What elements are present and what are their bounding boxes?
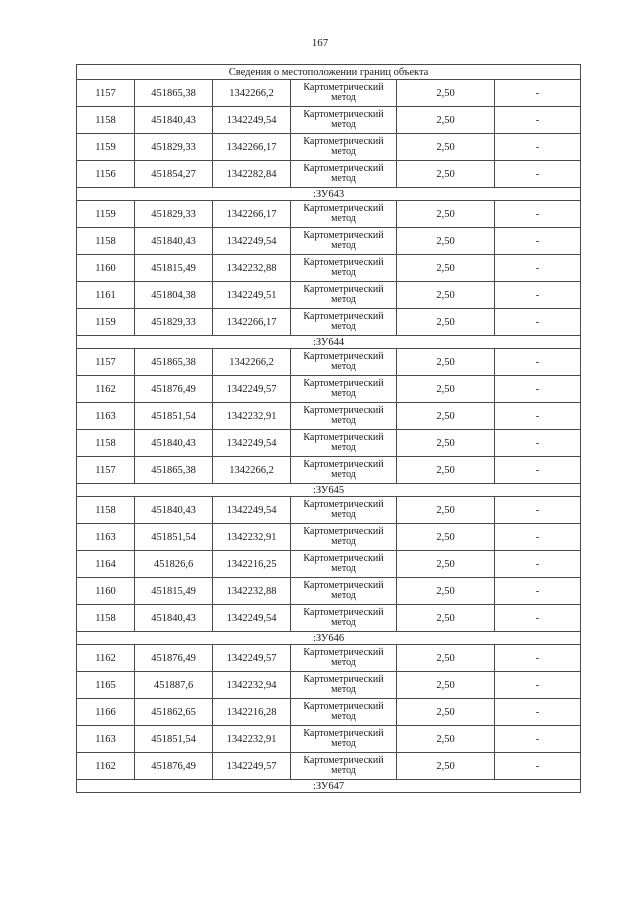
section-label: :ЗУ645 — [77, 484, 581, 497]
method-cell — [291, 228, 397, 255]
description-cell: - — [495, 255, 581, 282]
method-line-2: метод — [331, 267, 356, 278]
y-coordinate-cell: 1342232,91 — [213, 524, 291, 551]
description-cell: - — [495, 80, 581, 107]
section-label-row — [77, 780, 581, 793]
table-title: Сведения о местоположении границ объекта — [77, 65, 581, 80]
description-cell: - — [495, 282, 581, 309]
accuracy-cell: 2,50 — [397, 524, 495, 551]
method-cell — [291, 349, 397, 376]
accuracy-cell: 2,50 — [397, 457, 495, 484]
description-cell: - — [495, 524, 581, 551]
method-line-2: метод — [331, 146, 356, 157]
x-coordinate-cell: 451826,6 — [135, 551, 213, 578]
description-cell: - — [495, 645, 581, 672]
x-coordinate-cell: 451887,6 — [135, 672, 213, 699]
method-line-1: Картометрический — [303, 378, 384, 389]
description-cell: - — [495, 376, 581, 403]
point-number-cell: 1166 — [77, 699, 135, 726]
method-line-1: Картометрический — [303, 580, 384, 591]
method-line-1: Картометрический — [303, 432, 384, 443]
method-line-1: Картометрический — [303, 647, 384, 658]
method-line-1: Картометрический — [303, 701, 384, 712]
accuracy-cell: 2,50 — [397, 497, 495, 524]
method-line-1: Картометрический — [303, 82, 384, 93]
description-cell: - — [495, 605, 581, 632]
description-cell: - — [495, 430, 581, 457]
method-line-2: метод — [331, 442, 356, 453]
method-cell — [291, 80, 397, 107]
accuracy-cell: 2,50 — [397, 726, 495, 753]
point-number-cell: 1163 — [77, 403, 135, 430]
table-row — [77, 201, 581, 228]
method-line-1: Картометрический — [303, 284, 384, 295]
accuracy-cell: 2,50 — [397, 551, 495, 578]
method-line-2: метод — [331, 92, 356, 103]
x-coordinate-cell: 451829,33 — [135, 309, 213, 336]
method-line-1: Картометрический — [303, 203, 384, 214]
point-number-cell: 1158 — [77, 605, 135, 632]
x-coordinate-cell: 451829,33 — [135, 201, 213, 228]
point-number-cell: 1156 — [77, 161, 135, 188]
x-coordinate-cell: 451876,49 — [135, 753, 213, 780]
accuracy-cell: 2,50 — [397, 107, 495, 134]
accuracy-cell: 2,50 — [397, 134, 495, 161]
table-row — [77, 376, 581, 403]
table-row — [77, 403, 581, 430]
accuracy-cell: 2,50 — [397, 309, 495, 336]
method-line-1: Картометрический — [303, 755, 384, 766]
method-line-1: Картометрический — [303, 257, 384, 268]
description-cell: - — [495, 309, 581, 336]
point-number-cell: 1157 — [77, 80, 135, 107]
x-coordinate-cell: 451865,38 — [135, 457, 213, 484]
method-line-2: метод — [331, 590, 356, 601]
boundary-table — [76, 64, 581, 793]
accuracy-cell: 2,50 — [397, 699, 495, 726]
section-label: :ЗУ646 — [77, 632, 581, 645]
y-coordinate-cell: 1342232,91 — [213, 726, 291, 753]
method-line-1: Картометрический — [303, 311, 384, 322]
method-line-2: метод — [331, 213, 356, 224]
x-coordinate-cell: 451840,43 — [135, 228, 213, 255]
table-row — [77, 309, 581, 336]
method-line-1: Картометрический — [303, 109, 384, 120]
section-label-row — [77, 336, 581, 349]
description-cell: - — [495, 403, 581, 430]
x-coordinate-cell: 451865,38 — [135, 80, 213, 107]
method-cell — [291, 551, 397, 578]
x-coordinate-cell: 451876,49 — [135, 645, 213, 672]
accuracy-cell: 2,50 — [397, 605, 495, 632]
method-line-2: метод — [331, 657, 356, 668]
y-coordinate-cell: 1342249,57 — [213, 753, 291, 780]
method-cell — [291, 753, 397, 780]
method-line-2: метод — [331, 684, 356, 695]
method-line-1: Картометрический — [303, 728, 384, 739]
table-row — [77, 497, 581, 524]
point-number-cell: 1159 — [77, 201, 135, 228]
table-row — [77, 80, 581, 107]
description-cell: - — [495, 201, 581, 228]
section-label-row — [77, 632, 581, 645]
method-line-2: метод — [331, 321, 356, 332]
method-line-2: метод — [331, 294, 356, 305]
x-coordinate-cell: 451804,38 — [135, 282, 213, 309]
description-cell: - — [495, 134, 581, 161]
point-number-cell: 1163 — [77, 524, 135, 551]
y-coordinate-cell: 1342266,2 — [213, 349, 291, 376]
method-cell — [291, 578, 397, 605]
y-coordinate-cell: 1342266,17 — [213, 309, 291, 336]
description-cell: - — [495, 699, 581, 726]
point-number-cell: 1158 — [77, 430, 135, 457]
method-line-1: Картометрический — [303, 351, 384, 362]
x-coordinate-cell: 451840,43 — [135, 107, 213, 134]
description-cell: - — [495, 457, 581, 484]
y-coordinate-cell: 1342249,54 — [213, 430, 291, 457]
method-line-2: метод — [331, 711, 356, 722]
method-cell — [291, 403, 397, 430]
method-line-1: Картометрический — [303, 136, 384, 147]
page-number: 167 — [311, 37, 329, 49]
y-coordinate-cell: 1342249,54 — [213, 605, 291, 632]
description-cell: - — [495, 107, 581, 134]
method-cell — [291, 497, 397, 524]
table-row — [77, 524, 581, 551]
y-coordinate-cell: 1342249,54 — [213, 497, 291, 524]
method-line-2: метод — [331, 469, 356, 480]
table-row — [77, 107, 581, 134]
table-row — [77, 349, 581, 376]
method-line-2: метод — [331, 563, 356, 574]
method-line-2: метод — [331, 738, 356, 749]
table-title-row — [77, 65, 581, 80]
method-line-1: Картометрический — [303, 459, 384, 470]
point-number-cell: 1160 — [77, 255, 135, 282]
y-coordinate-cell: 1342266,2 — [213, 457, 291, 484]
section-label-row — [77, 484, 581, 497]
description-cell: - — [495, 551, 581, 578]
table-row — [77, 430, 581, 457]
accuracy-cell: 2,50 — [397, 228, 495, 255]
accuracy-cell: 2,50 — [397, 645, 495, 672]
accuracy-cell: 2,50 — [397, 430, 495, 457]
method-line-2: метод — [331, 361, 356, 372]
y-coordinate-cell: 1342216,25 — [213, 551, 291, 578]
method-cell — [291, 699, 397, 726]
method-cell — [291, 457, 397, 484]
table-row — [77, 645, 581, 672]
point-number-cell: 1162 — [77, 376, 135, 403]
table-row — [77, 282, 581, 309]
description-cell: - — [495, 672, 581, 699]
method-cell — [291, 672, 397, 699]
point-number-cell: 1162 — [77, 645, 135, 672]
method-line-1: Картометрический — [303, 499, 384, 510]
point-number-cell: 1158 — [77, 228, 135, 255]
x-coordinate-cell: 451851,54 — [135, 403, 213, 430]
y-coordinate-cell: 1342249,54 — [213, 228, 291, 255]
method-cell — [291, 605, 397, 632]
method-cell — [291, 134, 397, 161]
y-coordinate-cell: 1342232,94 — [213, 672, 291, 699]
accuracy-cell: 2,50 — [397, 376, 495, 403]
accuracy-cell: 2,50 — [397, 578, 495, 605]
point-number-cell: 1159 — [77, 134, 135, 161]
section-label: :ЗУ644 — [77, 336, 581, 349]
accuracy-cell: 2,50 — [397, 80, 495, 107]
method-line-2: метод — [331, 240, 356, 251]
y-coordinate-cell: 1342249,57 — [213, 645, 291, 672]
method-cell — [291, 726, 397, 753]
table-row — [77, 672, 581, 699]
section-label: :ЗУ643 — [77, 188, 581, 201]
point-number-cell: 1157 — [77, 457, 135, 484]
x-coordinate-cell: 451815,49 — [135, 578, 213, 605]
table-row — [77, 457, 581, 484]
point-number-cell: 1165 — [77, 672, 135, 699]
section-label-row — [77, 188, 581, 201]
table-row — [77, 726, 581, 753]
table-row — [77, 161, 581, 188]
method-line-2: метод — [331, 173, 356, 184]
table-row — [77, 753, 581, 780]
description-cell: - — [495, 497, 581, 524]
y-coordinate-cell: 1342249,57 — [213, 376, 291, 403]
method-cell — [291, 107, 397, 134]
x-coordinate-cell: 451840,43 — [135, 430, 213, 457]
x-coordinate-cell: 451851,54 — [135, 726, 213, 753]
method-line-2: метод — [331, 388, 356, 399]
description-cell: - — [495, 228, 581, 255]
y-coordinate-cell: 1342216,28 — [213, 699, 291, 726]
y-coordinate-cell: 1342249,51 — [213, 282, 291, 309]
method-cell — [291, 201, 397, 228]
y-coordinate-cell: 1342249,54 — [213, 107, 291, 134]
method-line-2: метод — [331, 509, 356, 520]
method-line-2: метод — [331, 415, 356, 426]
description-cell: - — [495, 578, 581, 605]
point-number-cell: 1162 — [77, 753, 135, 780]
method-cell — [291, 430, 397, 457]
point-number-cell: 1157 — [77, 349, 135, 376]
point-number-cell: 1161 — [77, 282, 135, 309]
y-coordinate-cell: 1342266,2 — [213, 80, 291, 107]
table-row — [77, 551, 581, 578]
table-row — [77, 134, 581, 161]
point-number-cell: 1164 — [77, 551, 135, 578]
table-row — [77, 578, 581, 605]
accuracy-cell: 2,50 — [397, 403, 495, 430]
x-coordinate-cell: 451840,43 — [135, 605, 213, 632]
description-cell: - — [495, 161, 581, 188]
point-number-cell: 1163 — [77, 726, 135, 753]
method-cell — [291, 282, 397, 309]
accuracy-cell: 2,50 — [397, 255, 495, 282]
y-coordinate-cell: 1342266,17 — [213, 134, 291, 161]
accuracy-cell: 2,50 — [397, 282, 495, 309]
x-coordinate-cell: 451876,49 — [135, 376, 213, 403]
method-line-1: Картометрический — [303, 607, 384, 618]
method-line-1: Картометрический — [303, 405, 384, 416]
method-line-2: метод — [331, 119, 356, 130]
x-coordinate-cell: 451851,54 — [135, 524, 213, 551]
method-line-2: метод — [331, 617, 356, 628]
accuracy-cell: 2,50 — [397, 161, 495, 188]
method-cell — [291, 161, 397, 188]
method-cell — [291, 309, 397, 336]
description-cell: - — [495, 726, 581, 753]
x-coordinate-cell: 451840,43 — [135, 497, 213, 524]
y-coordinate-cell: 1342266,17 — [213, 201, 291, 228]
method-cell — [291, 255, 397, 282]
x-coordinate-cell: 451865,38 — [135, 349, 213, 376]
x-coordinate-cell: 451862,65 — [135, 699, 213, 726]
method-line-1: Картометрический — [303, 163, 384, 174]
section-label: :ЗУ647 — [77, 780, 581, 793]
method-line-1: Картометрический — [303, 553, 384, 564]
point-number-cell: 1160 — [77, 578, 135, 605]
accuracy-cell: 2,50 — [397, 349, 495, 376]
table-row — [77, 228, 581, 255]
table-row — [77, 699, 581, 726]
method-line-1: Картометрический — [303, 230, 384, 241]
table-body — [77, 65, 581, 793]
method-cell — [291, 524, 397, 551]
method-cell — [291, 376, 397, 403]
point-number-cell: 1158 — [77, 107, 135, 134]
method-line-2: метод — [331, 536, 356, 547]
point-number-cell: 1158 — [77, 497, 135, 524]
x-coordinate-cell: 451815,49 — [135, 255, 213, 282]
x-coordinate-cell: 451854,27 — [135, 161, 213, 188]
y-coordinate-cell: 1342232,88 — [213, 255, 291, 282]
accuracy-cell: 2,50 — [397, 753, 495, 780]
accuracy-cell: 2,50 — [397, 672, 495, 699]
table-row — [77, 605, 581, 632]
description-cell: - — [495, 349, 581, 376]
x-coordinate-cell: 451829,33 — [135, 134, 213, 161]
y-coordinate-cell: 1342282,84 — [213, 161, 291, 188]
method-line-1: Картометрический — [303, 526, 384, 537]
description-cell: - — [495, 753, 581, 780]
method-cell — [291, 645, 397, 672]
y-coordinate-cell: 1342232,91 — [213, 403, 291, 430]
accuracy-cell: 2,50 — [397, 201, 495, 228]
table-row — [77, 255, 581, 282]
point-number-cell: 1159 — [77, 309, 135, 336]
method-line-1: Картометрический — [303, 674, 384, 685]
method-line-2: метод — [331, 765, 356, 776]
y-coordinate-cell: 1342232,88 — [213, 578, 291, 605]
